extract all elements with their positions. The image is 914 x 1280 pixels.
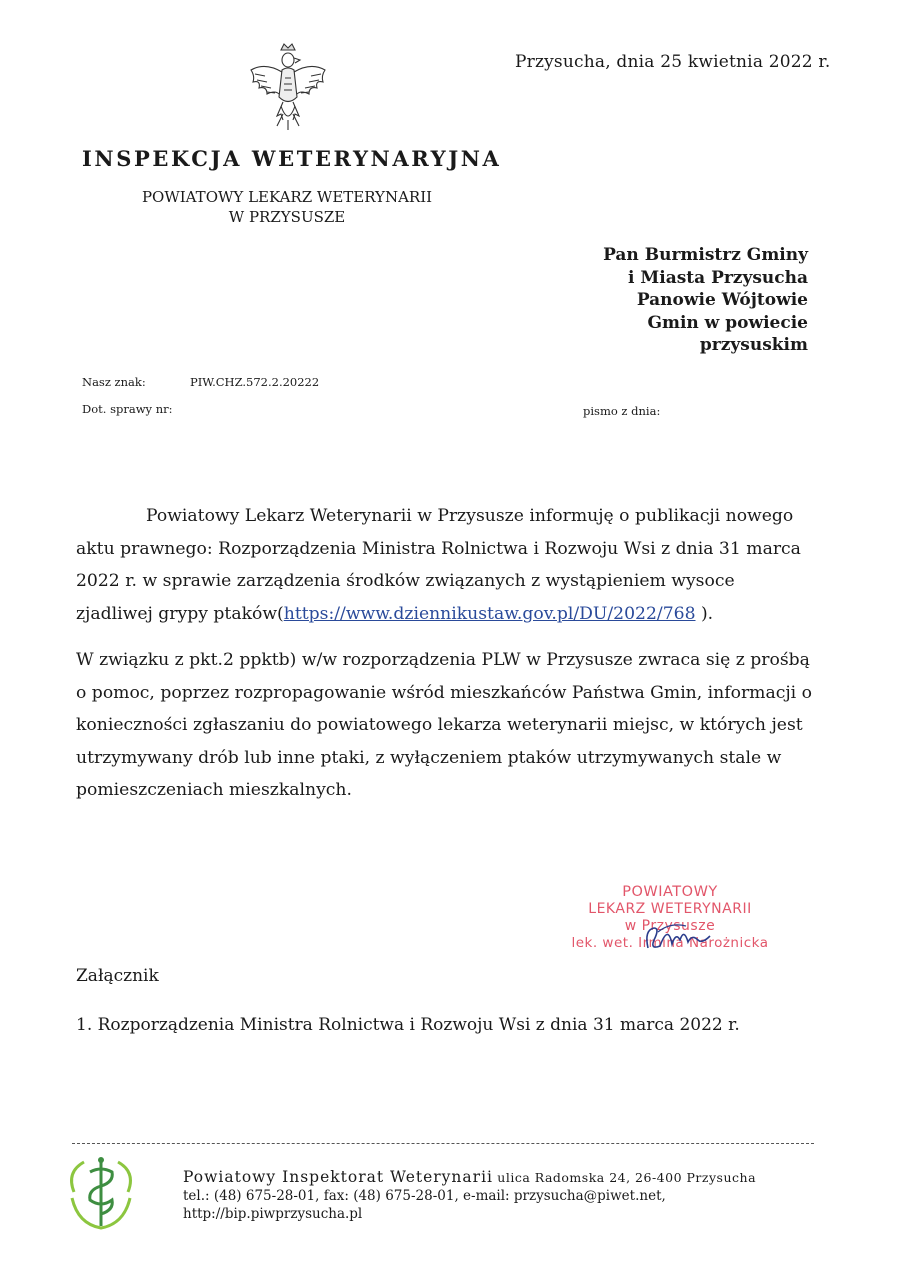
our-reference-label: Nasz znak: — [82, 375, 146, 389]
stamp-line: lek. wet. Irmina Narożnicka — [571, 935, 769, 951]
paragraph-end: ). — [695, 603, 714, 624]
footer-website[interactable]: http://bip.piwprzysucha.pl — [183, 1206, 363, 1222]
handwritten-signature — [640, 918, 720, 958]
recipient-line: przysuskim — [699, 335, 808, 355]
recipient-block — [603, 244, 808, 357]
recipient-line: Gmin w powiecie — [647, 312, 808, 333]
letter-date-label: pismo z dnia: — [583, 404, 661, 418]
recipient-line: Pan Burmistrz Gminy — [603, 245, 808, 265]
organization-subtitle: POWIATOWY LEKARZ WETERYNARII — [141, 188, 433, 206]
body-paragraph-2: W związku z pkt.2 ppktb) w/w rozporządzenia PLW w Przysusze zwraca się z prośbą o pomoc, poprzez rozpropagowanie wśród mieszkańców Państwa Gmin, informacji o konieczności zgłaszaniu do powiatowego lekarza weterynarii miejsc, w których jest utrzymywany drób lub inne ptaki, z wyłączeniem ptaków utrzymywanych stale w pomieszczeniach mieszkalnych. — [76, 650, 812, 800]
footer-institution-name: Powiatowy Inspektorat Weterynarii — [183, 1168, 493, 1186]
veterinary-caduceus-icon — [60, 1152, 142, 1234]
journal-link[interactable]: https://www.dziennikustaw.gov.pl/DU/2022/768 — [283, 603, 696, 624]
organization-location: W PRZYSUSZE — [228, 208, 346, 226]
case-number-label: Dot. sprawy nr: — [82, 402, 173, 416]
body-paragraph-1 — [76, 500, 816, 630]
polish-eagle-icon — [245, 42, 331, 134]
paragraph-text: Powiatowy Lekarz Weterynarii w Przysusze informuję o publikacji nowego aktu prawnego: Rozporządzenia Ministra Rolnictwa i Rozwoju Wsi z dnia 31 marca 2022 r. w sprawie zarządzenia środków związanych z wystąpieniem wysoce zjadliwej grypy ptaków( — [76, 506, 801, 624]
footer-contact-line: tel.: (48) 675-28-01, fax: (48) 675-28-01, e-mail: przysucha@piwet.net, — [183, 1188, 666, 1204]
footer-divider — [72, 1143, 814, 1144]
organization-title: INSPEKCJA WETERYNARYJNA — [82, 146, 502, 171]
stamp-line: w Przysusze — [624, 918, 716, 934]
attachments-title: Załącznik — [76, 966, 159, 986]
footer-address: ulica Radomska 24, 26-400 Przysucha — [497, 1170, 757, 1185]
recipient-line: i Miasta Przysucha — [628, 267, 808, 288]
footer-contact — [183, 1168, 756, 1223]
our-reference-value: PIW.CHZ.572.2.20222 — [190, 375, 320, 389]
stamp-line: LEKARZ WETERYNARII — [588, 901, 752, 917]
letter-date: Przysucha, dnia 25 kwietnia 2022 r. — [515, 52, 831, 72]
attachment-item: 1. Rozporządzenia Ministra Rolnictwa i Rozwoju Wsi z dnia 31 marca 2022 r. — [76, 1015, 740, 1035]
stamp-line: POWIATOWY — [622, 884, 718, 900]
recipient-line: Panowie Wójtowie — [636, 290, 808, 310]
